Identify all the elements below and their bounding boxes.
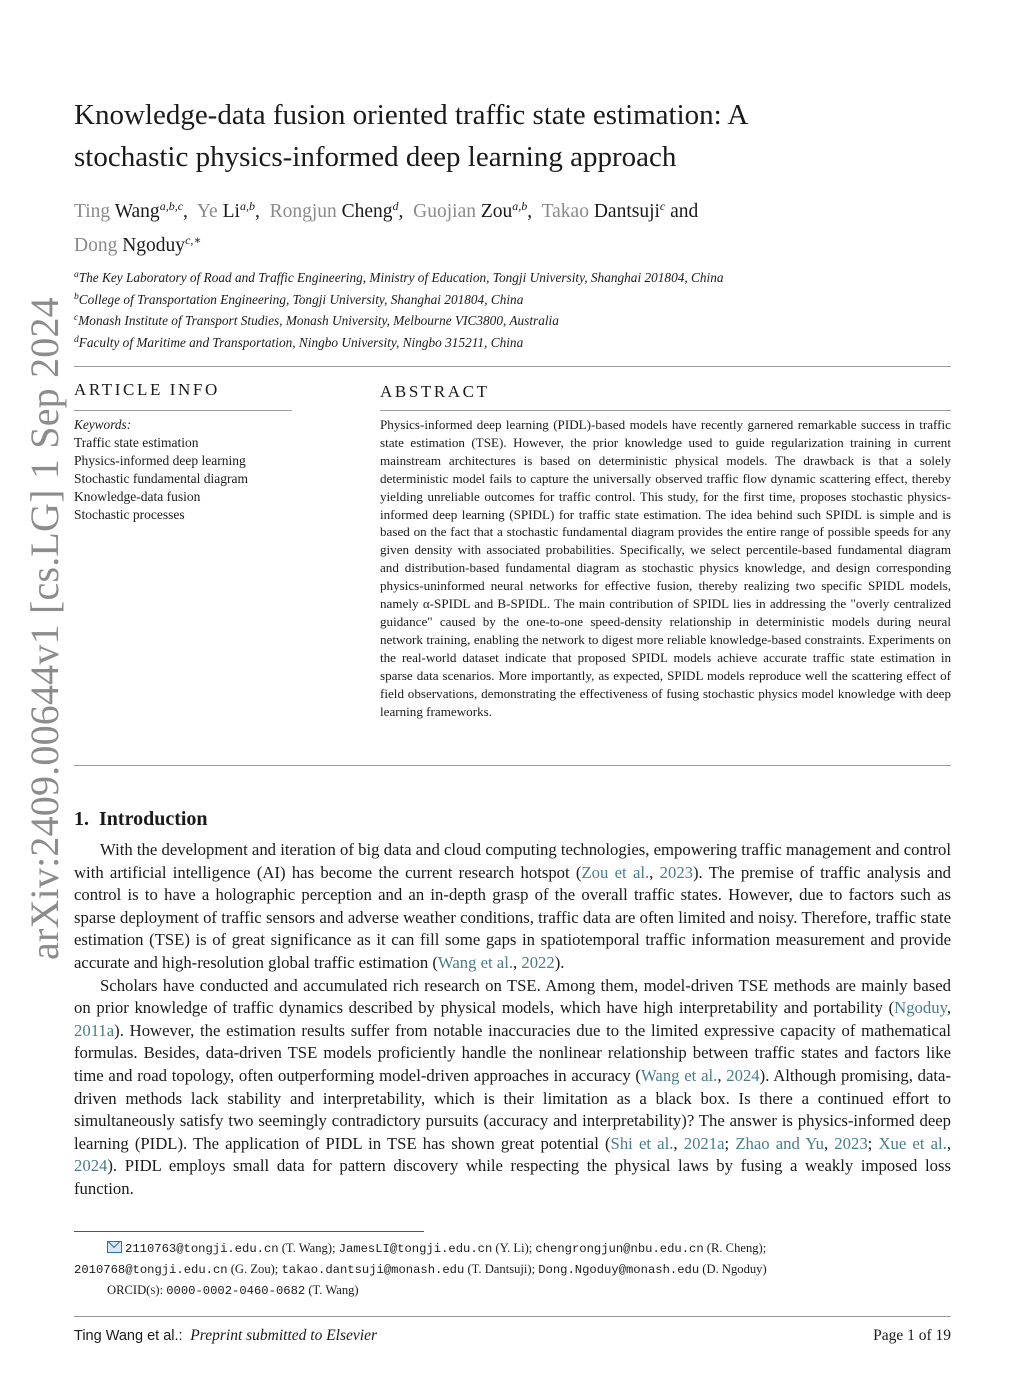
affiliation: $^a$The Key Laboratory of Road and Traffic Engineering, Ministry of Education, Tongji University, Shanghai 201804, China (74, 270, 724, 285)
intro-body (74, 839, 951, 1201)
arxiv-identifier-stamp: arXiv:2409.00644v1 [cs.LG] 1 Sep 2024 (22, 297, 67, 960)
divider (74, 366, 951, 367)
email-link[interactable]: Dong.Ngoduy@monash.edu (538, 1263, 700, 1277)
footer-rule (74, 1316, 951, 1317)
article-info-heading: ARTICLE INFO (74, 380, 220, 399)
email-link[interactable]: 2110763@tongji.edu.cn (125, 1242, 279, 1256)
keywords-label: Keywords: (74, 417, 132, 432)
author-list: Ting Wang$^{a,b,c}$, Ye Li$^{a,b}$, Rongjun Cheng$^d$, Guojian Zou$^{a,b}$, Takao Dantsuji$^c$ and Dong Ngoduy$^{c,∗}$ (74, 199, 699, 256)
divider (74, 765, 951, 766)
section-heading-introduction (74, 806, 208, 832)
page-number: Page 1 of 19 (873, 1327, 951, 1344)
citation-link[interactable]: 2011a (74, 1020, 115, 1040)
citation-link[interactable]: 2024 (726, 1065, 760, 1085)
keyword: Stochastic fundamental diagram (74, 471, 248, 486)
footnote-rule (74, 1231, 424, 1232)
author[interactable]: Ting Wang$^{a,b,c}$ (74, 199, 184, 222)
abstract-text: Physics-informed deep learning (PIDL)-based models have recently garnered remarkable success in traffic state estimation (TSE). However, the prior knowledge used to guide regularization training in current mainstream architectures is based on deterministic physical models. The drawback is that a solely deterministic model fails to capture the universally observed traffic flow dynamic scattering effect, thereby yielding unreliable outcomes for traffic control. This study, for the first time, proposes stochastic physics-informed deep learning (SPIDL) for traffic state estimation. The idea behind such SPIDL is simple and is based on the fact that a stochastic fundamental diagram provides the entire range of possible speeds for any given density with associated probabilities. Specifically, we select percentile-based fundamental diagram and distribution-based fundamental diagram as stochastic physics knowledge, and design corresponding physics-uninformed neural networks for effective fusion, thereby realizing two specific SPIDL models, namely α-SPIDL and B-SPIDL. The main contribution of SPIDL lies in addressing the "overly centralized guidance" caused by the one-to-one speed-density relationship in deterministic models during neural network training, enabling the network to digest more reliable knowledge-based constraints. Experiments on the real-world dataset indicate that proposed SPIDL models achieve accurate traffic state estimation in sparse data scenarios. More importantly, as expected, SPIDL models reproduce well the scattering effect of field observations, demonstrating the effectiveness of fusing stochastic physics model knowledge with deep learning frameworks. (380, 417, 951, 719)
citation-link[interactable]: 2021a (683, 1133, 725, 1153)
keyword: Stochastic processes (74, 507, 185, 522)
paragraph: With the development and iteration of big data and cloud computing technologies, empowering traffic management and control with artificial intelligence (AI) has become the current research hotspot (Zou et al., 2023). The premise of traffic analysis and control is to have a holographic perception and an in-depth grasp of the overall traffic states. However, due to factors such as sparse deployment of traffic sensors and adverse weather conditions, traffic data are often limited and noisy. Therefore, traffic state estimation (TSE) is of great significance as it can fill some gaps in spatiotemporal traffic information measurement and provide accurate and high-resolution global traffic estimation (Wang et al., 2022). (74, 840, 952, 972)
title-line-1: Knowledge-data fusion oriented traffic state estimation: A (74, 99, 749, 131)
affiliation: $^d$Faculty of Maritime and Transportation, Ningbo University, Ningbo 315211, China (74, 335, 524, 350)
affiliation: $^c$Monash Institute of Transport Studies, Monash University, Melbourne VIC3800, Australia (74, 313, 559, 328)
title-line-2: stochastic physics-informed deep learning approach (74, 141, 677, 173)
orcid-label: ORCID(s): (107, 1283, 164, 1297)
email-link[interactable]: 2010768@tongji.edu.cn (74, 1263, 228, 1277)
citation-link[interactable]: Shi et al. (610, 1133, 674, 1153)
paper-title (74, 94, 954, 178)
orcid-link[interactable]: 0000-0002-0460-0682 (166, 1284, 306, 1298)
citation-link[interactable]: Wang et al. (641, 1065, 718, 1085)
keyword-list (74, 434, 354, 524)
email-link[interactable]: chengrongjun@nbu.edu.cn (535, 1242, 704, 1256)
footer-citation: Ting Wang et al.: Preprint submitted to Elsevier (74, 1327, 377, 1344)
divider (380, 410, 951, 411)
author[interactable]: Dong Ngoduy$^{c,∗}$ (74, 233, 202, 256)
keyword: Knowledge-data fusion (74, 489, 201, 504)
paragraph: Scholars have conducted and accumulated rich research on TSE. Among them, model-driven TSE methods are mainly based on prior knowledge of traffic dynamics described by physical models, which have high interpretability and portability (Ngoduy, 2011a). However, the estimation results suffer from notable inaccuracies due to the limited expressive capacity of mathematical formulas. Besides, data-driven TSE models proficiently handle the nonlinear relationship between traffic states and factors like time and road topology, often outperforming model-driven approaches in accuracy (Wang et al., 2024). Although promising, data-driven methods lack stability and interpretability, which is their limitation as a black box. Is there a continued effort to simultaneously satisfy two seemingly contradictory pursuits (accuracy and interpretability)? The answer is physics-informed deep learning (PIDL). The application of PIDL in TSE has shown great potential (Shi et al., 2021a; Zhao and Yu, 2023; Xue et al., 2024). PIDL employs small data for pattern discovery while respecting the physical laws by fusing a weakly imposed loss function. (74, 975, 952, 1198)
author[interactable]: Guojian Zou$^{a,b}$ (413, 199, 528, 222)
citation-link[interactable]: Zhao and Yu (735, 1133, 824, 1153)
footnote-emails: 2110763@tongji.edu.cn (T. Wang); JamesLI@tongji.edu.cn (Y. Li); chengrongjun@nbu.edu.cn (R. Cheng); 2010768@tongji.edu.cn (G. Zou); takao.dantsuji@monash.edu (T. Dantsuji); Dong.Ngoduy@monash.edu (D. Ngoduy) ORCID(s): 0000-0002-0460-0682 (T. Wang) (74, 1241, 767, 1298)
divider (74, 410, 292, 411)
affiliation: $^b$College of Transportation Engineering, Tongji University, Shanghai 201804, China (74, 292, 524, 307)
footer-author: Ting Wang et al. (74, 1328, 179, 1344)
keyword: Traffic state estimation (74, 435, 199, 450)
envelope-icon (107, 1241, 122, 1253)
keyword: Physics-informed deep learning (74, 453, 246, 468)
author[interactable]: Takao Dantsuji$^c$ (541, 199, 666, 222)
email-link[interactable]: JamesLI@tongji.edu.cn (338, 1242, 493, 1256)
section-number: 1. (74, 808, 89, 830)
citation-link[interactable]: 2022 (521, 952, 555, 972)
author[interactable]: Ye Li$^{a,b}$ (196, 199, 255, 222)
author[interactable]: Rongjun Cheng$^d$ (269, 199, 399, 222)
citation-link[interactable]: 2023 (834, 1133, 868, 1153)
abstract-heading: ABSTRACT (380, 382, 490, 401)
citation-link[interactable]: 2024 (74, 1156, 108, 1176)
citation-link[interactable]: Ngoduy (894, 998, 947, 1018)
footer-preprint: Preprint submitted to Elsevier (190, 1327, 377, 1344)
citation-link[interactable]: 2023 (659, 862, 693, 882)
authors-and: and (670, 201, 699, 222)
email-link[interactable]: takao.dantsuji@monash.edu (281, 1263, 465, 1277)
citation-link[interactable]: Xue et al. (878, 1133, 947, 1153)
section-title: Introduction (99, 808, 208, 830)
citation-link[interactable]: Wang et al. (437, 952, 514, 972)
citation-link[interactable]: Zou et al. (581, 862, 650, 882)
